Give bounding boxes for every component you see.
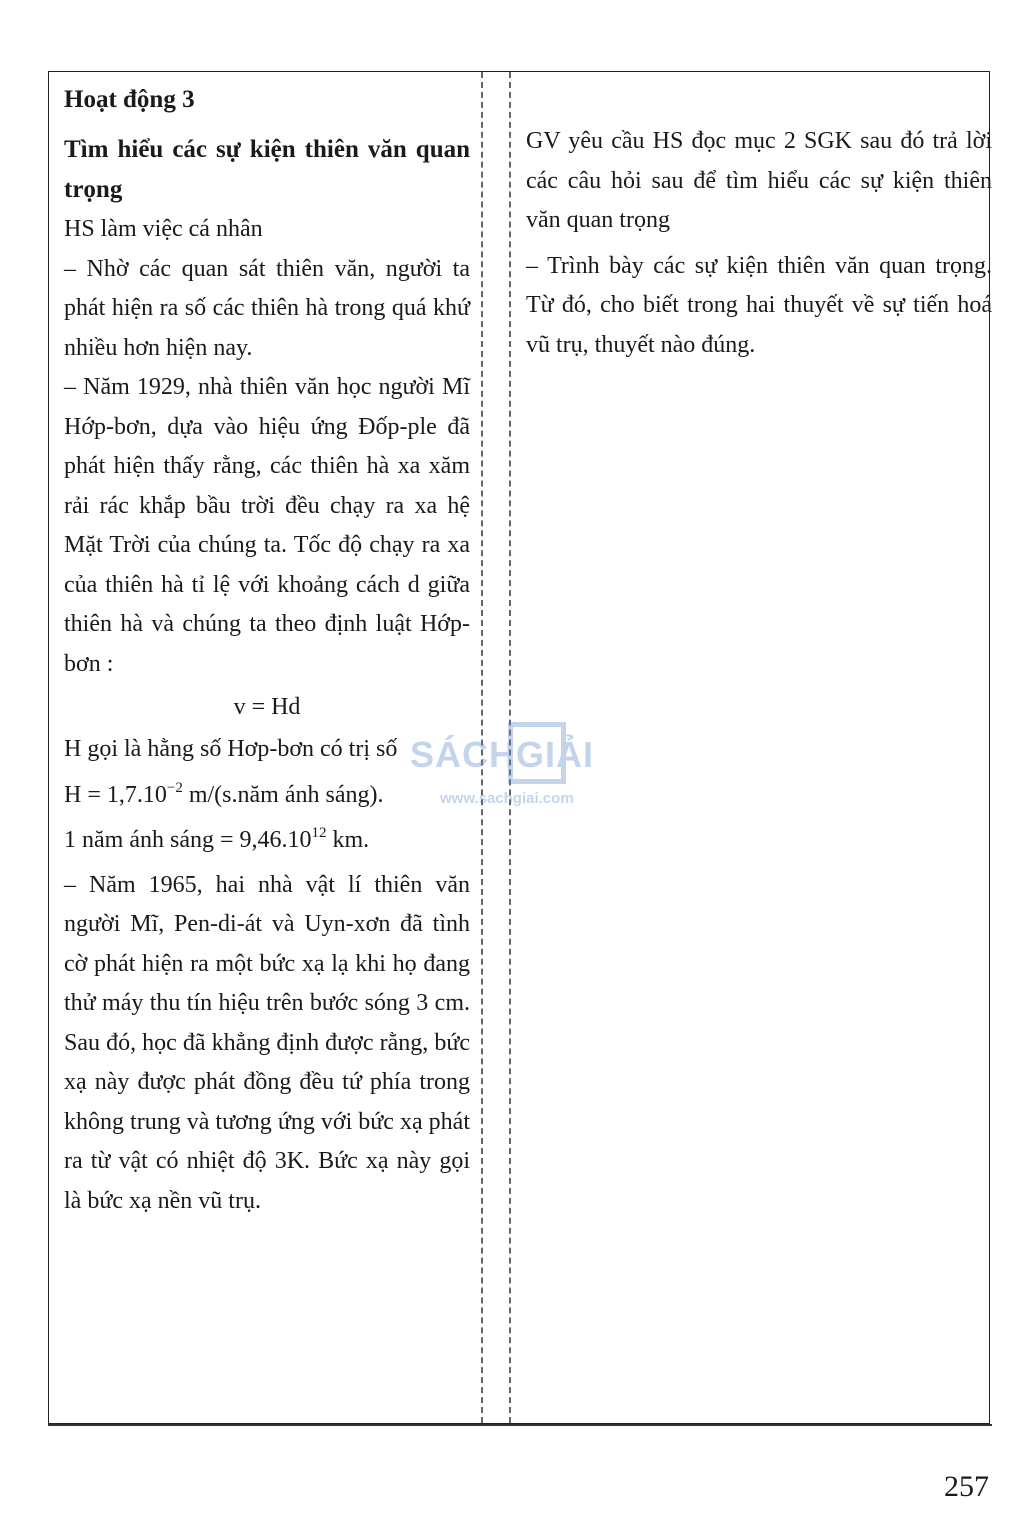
watermark-title: SÁCHGIẢI bbox=[410, 734, 595, 775]
paragraph-observation: – Nhờ các quan sát thiên văn, người ta phát hiện ra số các thiên hà trong quá khứ nhiều hơn hiện nay. bbox=[64, 255, 470, 361]
section-title: Tìm hiểu các sự kiện thiên văn quan trọng bbox=[64, 136, 470, 203]
hubble-constant-value: $H = 1,7.10^{-2}$ m/(s.năm ánh sáng). bbox=[64, 779, 384, 808]
light-year-value: 1 năm ánh sáng = $9,46.10^{12}$ km. bbox=[64, 824, 370, 853]
paragraph-hubble: – Năm 1929, nhà thiên văn học người Mĩ Hớp-bơn, dựa vào hiệu ứng Đốp-ple đã phát hiện thấy rằng, các thiên hà xa xăm rải rác khắp bầu trời đều chạy ra xa hệ Mặt Trời của chúng ta. Tốc độ chạy ra xa của thiên hà tỉ lệ với khoảng cách d giữa thiên hà và chúng ta theo định luật Hớp-bơn : bbox=[64, 374, 470, 677]
watermark-url: www.sachgiai.com bbox=[440, 790, 574, 807]
work-mode: HS làm việc cá nhân bbox=[64, 216, 263, 242]
column-divider-inner bbox=[509, 72, 511, 1423]
column-divider bbox=[481, 72, 483, 1423]
paragraph-cmb: – Năm 1965, hai nhà vật lí thiên văn người Mĩ, Pen-di-át và Uyn-xơn đã tình cờ phát hiện ra một bức xạ lạ khi họ đang thử máy thu tín hiệu trên bước sóng 3 cm. Sau đó, học đã khẳng định được rằng, bức xạ này được phát đồng đều tứ phía trong không trung và tương ứng với bức xạ phát ra từ vật có nhiệt độ 3K. Bức xạ này gọi là bức xạ nền vũ trụ. bbox=[64, 871, 470, 1214]
hubble-constant-label: H gọi là hằng số Hơp-bơn có trị số bbox=[64, 736, 398, 762]
teacher-guide-column bbox=[526, 122, 992, 365]
teacher-instruction: GV yêu cầu HS đọc mục 2 SGK sau đó trả lời các câu hỏi sau để tìm hiểu các sự kiện thiên văn quan trọng bbox=[526, 128, 992, 233]
table-bottom-border bbox=[48, 1424, 992, 1426]
activity-title: Hoạt động 3 bbox=[64, 86, 195, 113]
student-activity-column bbox=[64, 80, 470, 1221]
hubble-formula: v = Hd bbox=[233, 694, 301, 720]
page-number: 257 bbox=[944, 1470, 989, 1503]
teacher-question: – Trình bày các sự kiện thiên văn quan trọng. Từ đó, cho biết trong hai thuyết về sự tiến hoá vũ trụ, thuyết nào đúng. bbox=[526, 252, 992, 358]
